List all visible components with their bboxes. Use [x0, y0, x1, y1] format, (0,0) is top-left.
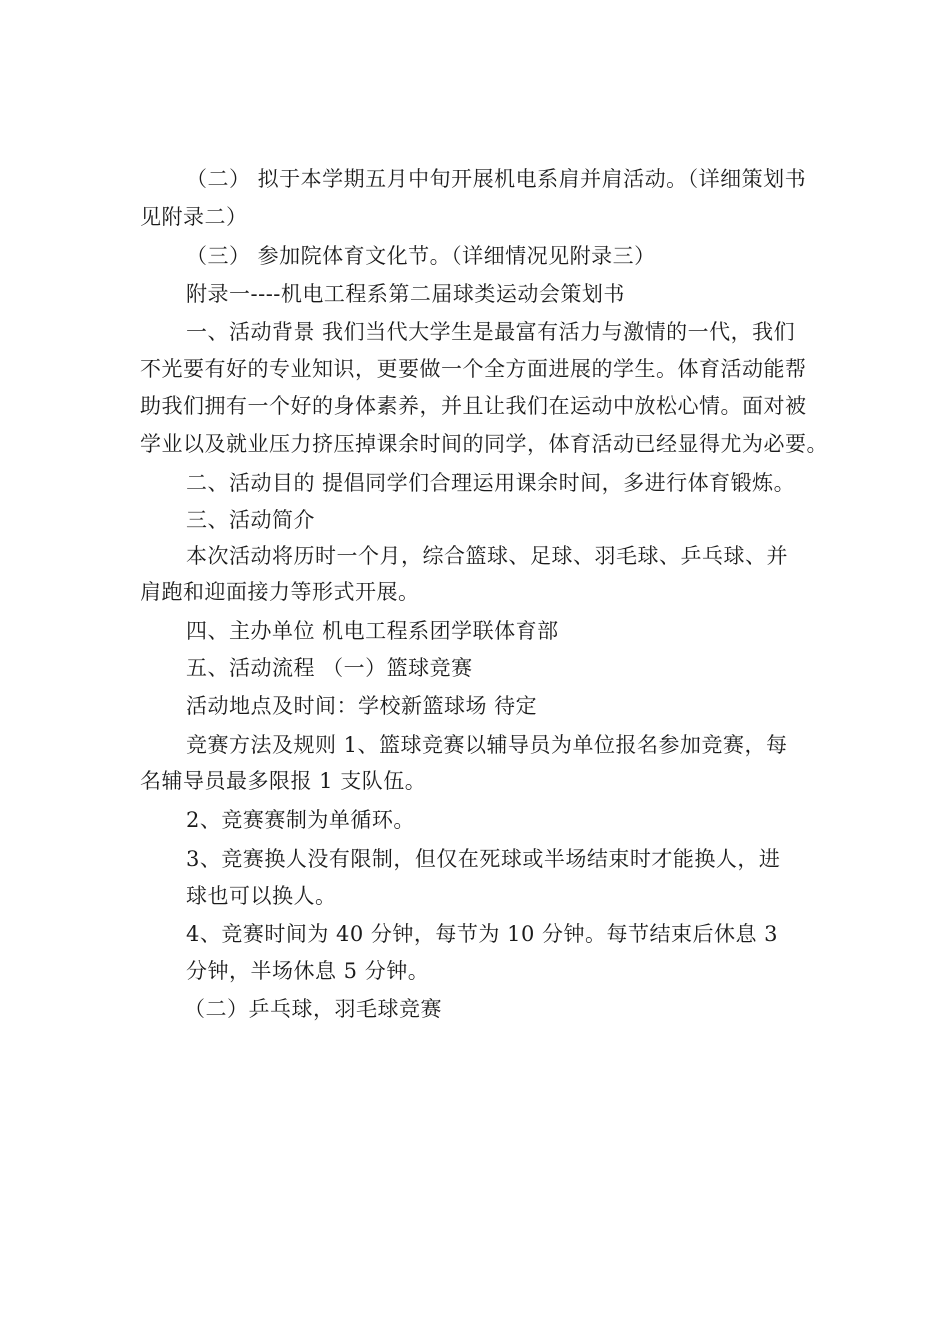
- paragraph-line: 4、竞赛时间为 40 分钟，每节为 10 分钟。每节结束后休息 3: [186, 922, 779, 946]
- paragraph-line: 四、主办单位 机电工程系团学联体育部: [186, 619, 559, 643]
- paragraph-line: （三） 参加院体育文化节。（详细情况见附录三）: [186, 244, 656, 268]
- paragraph-line: 肩跑和迎面接力等形式开展。: [140, 580, 420, 604]
- paragraph-line: （二） 拟于本学期五月中旬开展机电系肩并肩活动。（详细策划书: [186, 167, 807, 191]
- paragraph-line: 球也可以换人。: [186, 884, 337, 908]
- paragraph-line: 二、活动目的 提倡同学们合理运用课余时间，多进行体育锻炼。: [186, 471, 796, 495]
- section-heading: 三、活动简介: [186, 508, 315, 532]
- paragraph-line: 五、活动流程 （一）篮球竞赛: [186, 656, 473, 680]
- paragraph-line: 不光要有好的专业知识，更要做一个全方面进展的学生。体育活动能帮: [140, 357, 807, 381]
- section-title: 附录一----机电工程系第二届球类运动会策划书: [186, 282, 625, 306]
- paragraph-line: 竞赛方法及规则 1、篮球竞赛以辅导员为单位报名参加竞赛，每: [186, 733, 788, 757]
- paragraph-line: 一、活动背景 我们当代大学生是最富有活力与激情的一代，我们: [186, 320, 796, 344]
- paragraph-line: 分钟，半场休息 5 分钟。: [186, 959, 430, 983]
- paragraph-line: 学业以及就业压力挤压掉课余时间的同学，体育活动已经显得尤为必要。: [140, 432, 828, 456]
- paragraph-line: 活动地点及时间：学校新篮球场 待定: [186, 694, 538, 718]
- paragraph-line: 3、竞赛换人没有限制，但仅在死球或半场结束时才能换人，进: [186, 847, 781, 871]
- paragraph-line: 2、竞赛赛制为单循环。: [186, 808, 415, 832]
- paragraph-line: 本次活动将历时一个月，综合篮球、足球、羽毛球、乒乓球、并: [186, 544, 788, 568]
- section-heading: （二）乒乓球，羽毛球竞赛: [184, 997, 442, 1021]
- paragraph-line: 见附录二）: [140, 205, 248, 229]
- paragraph-line: 名辅导员最多限报 1 支队伍。: [140, 769, 427, 793]
- paragraph-line: 助我们拥有一个好的身体素养，并且让我们在运动中放松心情。面对被: [140, 394, 807, 418]
